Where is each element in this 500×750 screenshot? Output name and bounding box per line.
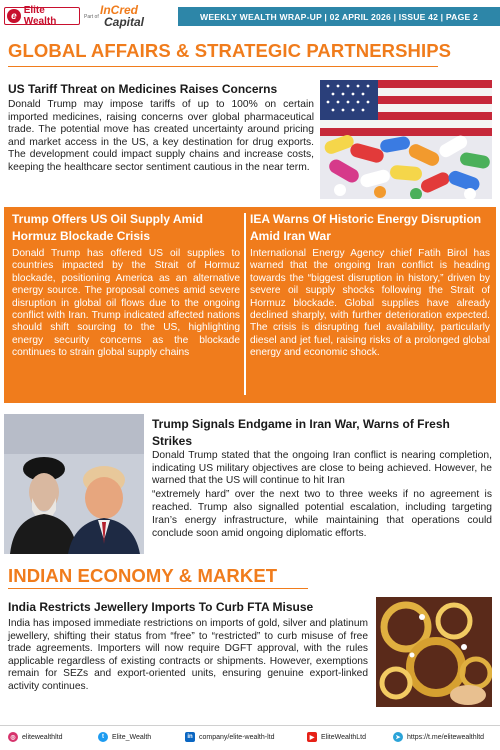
telegram-icon: ➤ xyxy=(393,732,403,742)
page-header xyxy=(0,0,500,30)
article-body-iea: International Energy Agency chief Fatih Birol has warned that the ongoing Iran conflict is heading towards the “biggest disruption in history,” driven by severe oil supply shocks following the Strait of Hormuz blockade. Global supplies have already declined sharply, with further deterioration expected. The crisis is disrupting fuel availability, particularly diesel and jet fuel, raising risks of a prolonged global energy and economic shock. xyxy=(250,248,490,359)
medicines-flag-image xyxy=(320,80,492,199)
elite-logo-text: Elite Wealth xyxy=(23,5,57,27)
article-title-jewellery: India Restricts Jewellery Imports To Curb FTA Misuse xyxy=(8,600,314,614)
leaders-illustration xyxy=(4,414,144,554)
footer-instagram-handle: elitewealthltd xyxy=(22,733,63,741)
article-title-endgame xyxy=(152,416,492,450)
linkedin-icon: in xyxy=(185,732,195,742)
incred-logo-line2: Capital xyxy=(104,15,145,29)
elite-logo-icon: e xyxy=(7,9,21,23)
jewellery-photo xyxy=(376,597,492,707)
elite-wealth-logo xyxy=(4,7,80,25)
youtube-icon: ▶ xyxy=(307,732,317,742)
leaders-photo xyxy=(4,414,144,554)
incred-logo-line1: InCred xyxy=(100,3,139,17)
iea-column xyxy=(250,211,490,360)
footer-telegram[interactable] xyxy=(393,732,484,742)
twitter-icon: t xyxy=(98,732,108,742)
article-body-tariff: Donald Trump may impose tariffs of up to 100% on certain imported medicines, raising concerns over global pharmaceutical trade. The potential move has created uncertainty around pricing and market access in the US, a key destination for drug exports. The development could impact supply chains and increase costs, keeping the healthcare sector sentiment cautious in the near term. xyxy=(8,99,314,173)
article-title-endgame-line1: Trump Signals Endgame in Iran War, Warns of Fresh xyxy=(152,417,450,431)
oil-supply-column xyxy=(12,211,240,360)
article-body-endgame-top: Donald Trump stated that the ongoing Iran conflict is nearing completion, indicating US military objectives are close to being achieved. However, he warned that the US will continue to hit Iran xyxy=(152,450,492,487)
section-title-india: INDIAN ECONOMY & MARKET xyxy=(8,565,278,586)
article-title-endgame-line2: Strikes xyxy=(152,434,193,448)
instagram-icon: ◎ xyxy=(8,732,18,742)
jewellery-illustration xyxy=(376,597,492,707)
section-title-global: GLOBAL AFFAIRS & STRATEGIC PARTNERSHIPS xyxy=(8,40,452,61)
article-title-oil-supply: Trump Offers US Oil Supply Amid Hormuz Blockade Crisis xyxy=(12,212,203,243)
footer-linkedin[interactable] xyxy=(185,732,274,742)
footer-linkedin-handle: company/elite-wealth-ltd xyxy=(199,733,275,741)
part-of-label: Part of xyxy=(84,14,99,20)
issue-banner: WEEKLY WEALTH WRAP-UP | 02 APRIL 2026 | ISSUE 42 | PAGE 2 xyxy=(178,7,500,26)
orange-feature-panel xyxy=(4,207,496,403)
incred-capital-logo xyxy=(100,4,150,30)
article-title-tariff: US Tariff Threat on Medicines Raises Concerns xyxy=(8,82,278,96)
footer-twitter-handle: Elite_Wealth xyxy=(112,733,152,741)
footer-instagram[interactable] xyxy=(8,732,62,742)
section-divider xyxy=(8,66,438,67)
column-divider xyxy=(244,213,246,395)
article-body-endgame-bottom: “extremely hard” over the next two to three weeks if no agreement is reached. Trump also signalled potential escalation, including targeting Iran’s energy infrastructure, while maintaining that operations could conclude soon amid ongoing diplomatic efforts. xyxy=(152,489,492,539)
section-divider xyxy=(8,588,308,589)
article-body-oil-supply: Donald Trump has offered US oil supplies to countries impacted by the Strait of Hormuz blockade, positioning America as an alternative energy source. The proposal comes amid severe disruption in global oil flows due to the ongoing conflict with Iran. Trump indicated affected nations should shift sourcing to the US, highlighting energy security concerns as the blockade continues to strain global supply chains xyxy=(12,248,240,359)
footer-youtube[interactable] xyxy=(307,732,366,742)
footer-telegram-link: https://t.me/elitewealthltd xyxy=(407,733,485,741)
footer-twitter[interactable] xyxy=(98,732,151,742)
page-footer xyxy=(0,725,500,750)
footer-youtube-handle: EliteWealthLtd xyxy=(321,733,367,741)
article-body-jewellery: India has imposed immediate restrictions on imports of gold, silver and platinum jewellery, shifting their status from “free” to “restricted” to curb misuse of free trade agreements. Importers will now require DGFT approval, with the rules applicable regardless of existing contracts or shipments. However, exemptions remain for SEZs and export-oriented units, ensuring genuine export-linked activity continues. xyxy=(8,618,368,692)
medicines-flag-illustration xyxy=(320,80,492,199)
article-title-iea: IEA Warns Of Historic Energy Disruption Amid Iran War xyxy=(250,212,482,243)
